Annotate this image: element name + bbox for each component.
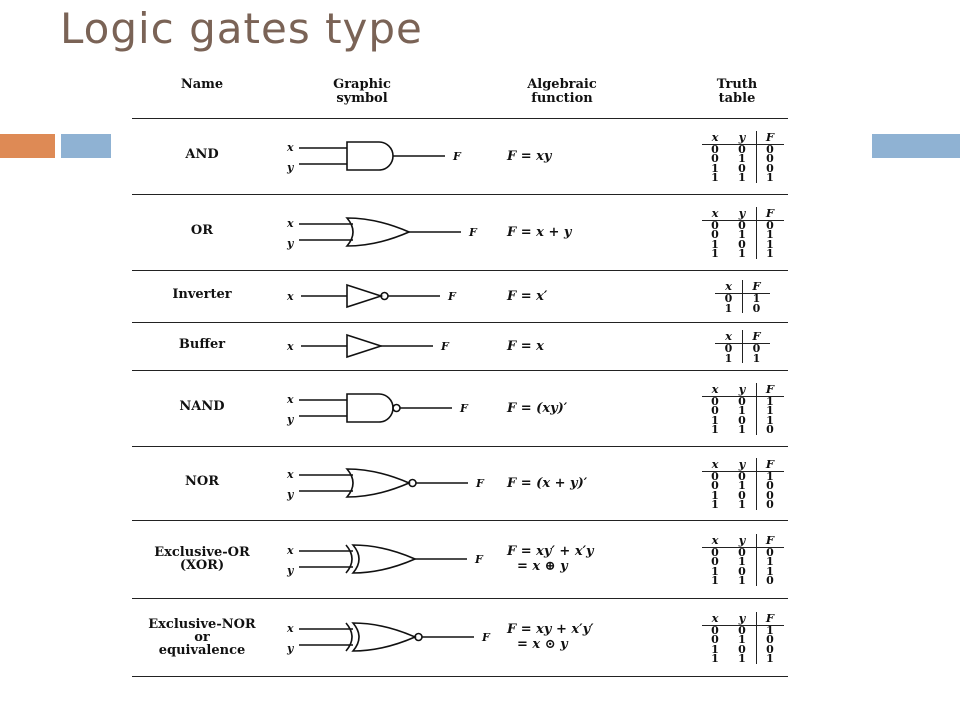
gate-name-line: Inverter — [172, 286, 232, 302]
truth-table-header-y: y — [729, 207, 757, 221]
accent-bar-blue-right — [872, 134, 960, 158]
truth-table — [702, 131, 784, 183]
truth-table-cell: 1 — [724, 301, 733, 315]
truth-table-header-f: F — [756, 458, 784, 472]
gate-name — [127, 224, 277, 237]
function-line: F = x + y — [507, 224, 572, 240]
input-label-x: x — [287, 393, 294, 406]
truth-table-cell: 0 — [738, 488, 746, 502]
truth-table-header-y: y — [729, 612, 757, 626]
truth-table-cell: 1 — [711, 488, 719, 502]
truth-table-cell: 0 — [711, 633, 719, 646]
truth-table-cell: 1 — [756, 557, 784, 567]
header-function-line1: Algebraic — [527, 77, 597, 92]
truth-table-row — [715, 354, 770, 364]
truth-table-cell: 0 — [756, 164, 784, 174]
gate-name-line: OR — [190, 222, 214, 238]
algebraic-function — [507, 289, 547, 304]
truth-table-cell: 1 — [738, 228, 746, 241]
truth-table — [715, 330, 770, 363]
truth-table-header-x: x — [702, 131, 729, 145]
truth-table-cell: 0 — [756, 500, 784, 510]
gate-name — [127, 288, 277, 301]
truth-table-cell: 1 — [743, 354, 771, 364]
truth-table-row — [715, 294, 770, 304]
function-line: F = (xy)′ — [507, 400, 568, 416]
truth-table-cell: 1 — [756, 173, 784, 183]
truth-table-cell: 1 — [756, 471, 784, 481]
input-label-y: y — [287, 564, 294, 577]
buf-gate-symbol — [277, 322, 507, 370]
gate-name-line: or — [194, 629, 210, 645]
truth-table-cell: 0 — [756, 491, 784, 501]
function-line: F = xy′ + x′y — [507, 544, 594, 559]
truth-table-header-f: F — [743, 280, 771, 294]
truth-table-header-x: x — [715, 280, 743, 294]
header-table-line2: table — [718, 91, 756, 106]
truth-table-cell: 1 — [756, 406, 784, 416]
truth-table-cell: 1 — [738, 652, 746, 665]
algebraic-function — [507, 149, 551, 164]
output-label-f: F — [453, 150, 461, 163]
truth-table-cell: 0 — [756, 635, 784, 645]
output-label-f: F — [448, 290, 456, 303]
header-algebraic-function — [507, 78, 617, 106]
truth-table-cell: 0 — [711, 623, 719, 637]
output-label-f: F — [441, 340, 449, 353]
output-label-f: F — [482, 631, 490, 644]
truth-table-cell: 0 — [743, 304, 771, 314]
truth-table-cell: 0 — [711, 142, 719, 156]
truth-table-cell: 1 — [711, 564, 719, 578]
input-label-x: x — [287, 290, 294, 303]
input-label-y: y — [287, 161, 294, 174]
output-label-f: F — [460, 402, 468, 415]
header-table-line1: Truth — [716, 77, 758, 92]
algebraic-function — [507, 622, 594, 652]
truth-table-cell: 1 — [711, 574, 719, 587]
truth-table-header-f: F — [756, 383, 784, 397]
truth-table-cell: 1 — [743, 294, 771, 304]
truth-table-cell: 0 — [756, 220, 784, 230]
truth-table-cell: 0 — [756, 576, 784, 586]
truth-table-header-y: y — [729, 458, 757, 472]
gate-name-line: AND — [185, 146, 219, 162]
function-line: F = (x + y)′ — [507, 475, 588, 491]
or-gate-body — [347, 218, 409, 246]
truth-table-cell: 0 — [724, 342, 733, 355]
truth-table-header-y: y — [729, 131, 757, 145]
xor-gate-body — [353, 545, 415, 573]
function-line: F = xy — [507, 148, 552, 164]
truth-table-cell: 0 — [738, 394, 746, 408]
input-label-x: x — [287, 622, 294, 635]
input-label-y: y — [287, 413, 294, 426]
xnor-gate-body — [353, 623, 415, 651]
truth-table-cell: 0 — [738, 545, 746, 559]
output-label-f: F — [476, 477, 484, 490]
truth-table-cell: 0 — [738, 642, 746, 656]
xor-extra-arc — [346, 545, 352, 573]
gate-name — [127, 546, 277, 572]
nor-gate-body — [347, 469, 409, 497]
input-label-y: y — [287, 488, 294, 501]
gate-name — [127, 475, 277, 488]
not-gate-body — [347, 285, 381, 307]
inversion-bubble — [393, 405, 400, 412]
truth-table-row — [702, 249, 784, 259]
function-line: F = xy + x′y′ — [507, 622, 594, 637]
gate-name-line: Exclusive-OR — [154, 545, 250, 560]
gate-name-line: (XOR) — [179, 558, 225, 573]
algebraic-function — [507, 401, 567, 416]
nor-gate-symbol — [277, 446, 507, 520]
truth-table-cell: 1 — [711, 413, 719, 427]
truth-table-cell: 1 — [738, 479, 746, 492]
gate-name-line: Exclusive-NOR — [148, 616, 256, 632]
truth-table-header-f: F — [756, 534, 784, 548]
header-function-line2: function — [531, 91, 593, 106]
truth-table-cell: 1 — [724, 351, 733, 365]
and-gate-symbol — [277, 118, 507, 194]
truth-table — [702, 207, 784, 259]
xor-extra-arc — [346, 623, 352, 651]
truth-table-cell: 0 — [756, 547, 784, 557]
gate-name — [127, 148, 277, 161]
truth-table-cell: 0 — [711, 228, 719, 241]
input-label-x: x — [287, 141, 294, 154]
truth-table-cell: 0 — [711, 555, 719, 568]
truth-table-cell: 1 — [756, 249, 784, 259]
truth-table-cell: 0 — [711, 545, 719, 559]
truth-table-cell: 1 — [756, 240, 784, 250]
truth-table-row — [702, 500, 784, 510]
truth-table-cell: 0 — [738, 623, 746, 637]
truth-table-cell: 1 — [756, 654, 784, 664]
header-name-label: Name — [180, 77, 224, 92]
xor-gate-symbol — [277, 520, 507, 598]
truth-table-cell: 1 — [711, 237, 719, 251]
truth-table-cell: 0 — [711, 404, 719, 417]
truth-table-cell: 0 — [711, 469, 719, 483]
truth-table-cell: 1 — [711, 161, 719, 175]
algebraic-function — [507, 225, 571, 240]
truth-table-cell: 1 — [711, 423, 719, 436]
truth-table-cell: 1 — [711, 642, 719, 656]
truth-table-cell: 1 — [711, 247, 719, 260]
function-line: = x ⊙ y — [517, 637, 568, 652]
truth-table — [702, 458, 784, 510]
function-line: F = x′ — [507, 288, 548, 304]
gate-name — [127, 618, 277, 657]
function-line: F = x — [507, 338, 544, 354]
truth-table-cell: 0 — [756, 144, 784, 154]
truth-table-cell: 0 — [738, 564, 746, 578]
truth-table-cell: 0 — [738, 218, 746, 232]
truth-table-cell: 1 — [711, 171, 719, 184]
truth-table-row — [702, 173, 784, 183]
truth-table-cell: 1 — [756, 416, 784, 426]
input-label-y: y — [287, 642, 294, 655]
and-gate-body — [347, 142, 393, 170]
truth-table-cell: 0 — [756, 425, 784, 435]
header-truth-table — [682, 78, 792, 106]
function-line: = x ⊕ y — [517, 559, 568, 574]
truth-table-header-f: F — [756, 207, 784, 221]
truth-table-cell: 1 — [711, 498, 719, 511]
output-label-f: F — [469, 226, 477, 239]
xnor-gate-symbol — [277, 598, 507, 676]
accent-bar-orange — [0, 134, 55, 158]
truth-table — [702, 612, 784, 664]
truth-table-cell: 0 — [711, 152, 719, 165]
truth-table-cell: 1 — [738, 423, 746, 436]
nand-gate-body — [347, 394, 393, 422]
truth-table-cell: 0 — [756, 154, 784, 164]
gate-name — [127, 338, 277, 351]
truth-table-row — [715, 344, 770, 354]
input-label-y: y — [287, 237, 294, 250]
truth-table-cell: 0 — [711, 394, 719, 408]
input-label-x: x — [287, 340, 294, 353]
truth-table-cell: 1 — [738, 171, 746, 184]
truth-table — [702, 534, 784, 586]
truth-table-header-f: F — [756, 612, 784, 626]
truth-table-cell: 0 — [738, 413, 746, 427]
truth-table-cell: 0 — [738, 469, 746, 483]
algebraic-function — [507, 544, 594, 574]
truth-table-cell: 0 — [711, 479, 719, 492]
header-symbol-line1: Graphic — [333, 77, 391, 92]
truth-table-cell: 0 — [738, 161, 746, 175]
truth-table-header-x: x — [702, 534, 729, 548]
truth-table-row — [702, 654, 784, 664]
truth-table-cell: 1 — [756, 396, 784, 406]
truth-table-header-x: x — [702, 458, 729, 472]
truth-table-cell: 1 — [738, 247, 746, 260]
truth-table-cell: 0 — [724, 292, 733, 305]
truth-table-header-f: F — [756, 131, 784, 145]
truth-table-cell: 0 — [743, 344, 771, 354]
truth-table-cell: 0 — [738, 237, 746, 251]
slide-title: Logic gates type — [60, 4, 423, 53]
bottom-rule — [132, 676, 788, 677]
truth-table-cell: 1 — [738, 152, 746, 165]
truth-table-header-f: F — [743, 330, 771, 344]
truth-table-cell: 1 — [738, 404, 746, 417]
truth-table-cell: 1 — [738, 574, 746, 587]
truth-table-header-y: y — [729, 383, 757, 397]
truth-table-cell: 1 — [738, 633, 746, 646]
truth-table-header-x: x — [702, 612, 729, 626]
gate-name-line: NAND — [179, 398, 225, 414]
truth-table-cell: 1 — [711, 652, 719, 665]
truth-table-cell: 0 — [756, 645, 784, 655]
algebraic-function — [507, 339, 544, 354]
not-gate-symbol — [277, 270, 507, 322]
truth-table-header-y: y — [729, 534, 757, 548]
truth-table — [702, 383, 784, 435]
truth-table-cell: 0 — [756, 481, 784, 491]
input-label-x: x — [287, 217, 294, 230]
truth-table-cell: 1 — [738, 498, 746, 511]
output-label-f: F — [475, 553, 483, 566]
logic-gates-table — [122, 66, 790, 678]
truth-table-cell: 1 — [756, 230, 784, 240]
truth-table-row — [702, 576, 784, 586]
gate-name-line: equivalence — [158, 642, 246, 658]
truth-table-cell: 1 — [756, 567, 784, 577]
or-gate-symbol — [277, 194, 507, 270]
truth-table-header-x: x — [702, 207, 729, 221]
header-symbol-line2: symbol — [336, 91, 388, 106]
truth-table-cell: 1 — [756, 625, 784, 635]
header-name — [152, 78, 252, 92]
truth-table-cell: 1 — [738, 555, 746, 568]
header-graphic-symbol — [302, 78, 422, 106]
gate-name-line: NOR — [184, 473, 219, 489]
gate-name — [127, 400, 277, 413]
truth-table-row — [715, 304, 770, 314]
truth-table-cell: 0 — [711, 218, 719, 232]
truth-table-header-x: x — [702, 383, 729, 397]
algebraic-function — [507, 476, 587, 491]
input-label-x: x — [287, 468, 294, 481]
nand-gate-symbol — [277, 370, 507, 446]
truth-table-header-x: x — [715, 330, 743, 344]
truth-table-row — [702, 425, 784, 435]
buf-gate-body — [347, 335, 381, 357]
accent-bar-blue-left — [61, 134, 111, 158]
truth-table — [715, 280, 770, 313]
truth-table-cell: 0 — [738, 142, 746, 156]
input-label-x: x — [287, 544, 294, 557]
gate-name-line: Buffer — [178, 336, 226, 352]
